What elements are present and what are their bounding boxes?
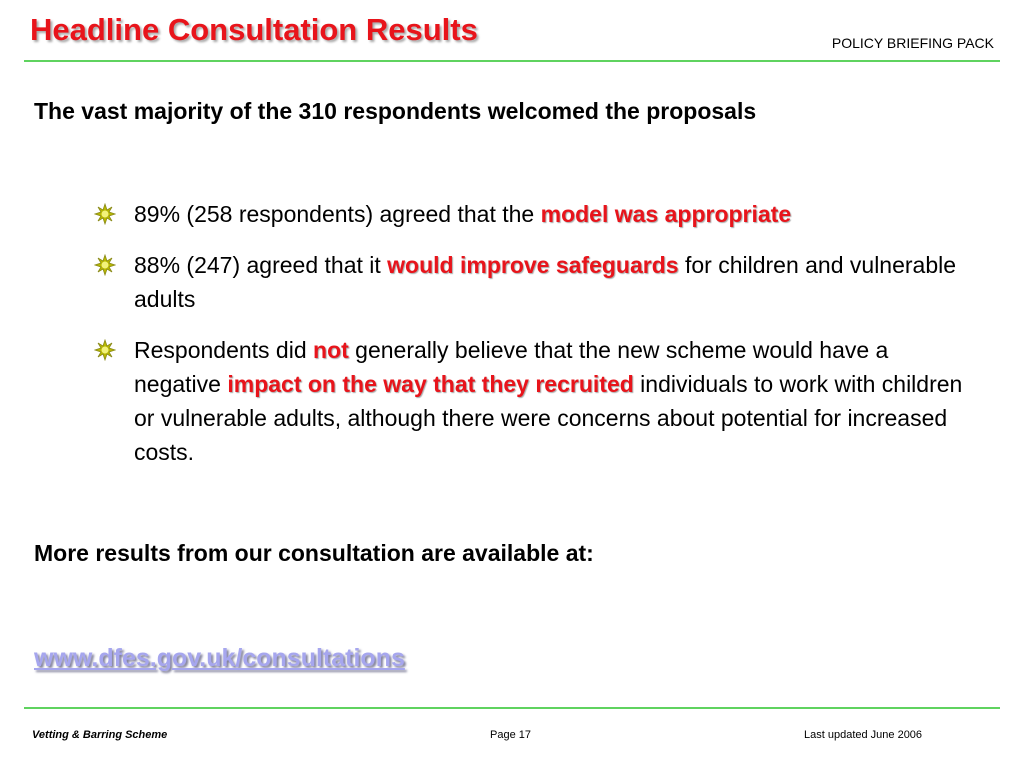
bullet-text: individuals to work with children or vulnerable adults, although there were concerns about potential for increased costs. (134, 371, 963, 465)
bullet-item-2 (94, 248, 974, 316)
starburst-bullet-icon (94, 254, 116, 276)
consultations-link[interactable]: www.dfes.gov.uk/consultations (34, 644, 405, 672)
bullet-item-1 (94, 197, 974, 231)
bullet-text: 89% (258 respondents) agreed that the (134, 201, 541, 227)
footer-divider (24, 707, 1000, 709)
highlight-text: would improve safeguards (387, 252, 679, 278)
bullet-text: for children and vulnerable adults (134, 252, 957, 312)
lead-statement: The vast majority of the 310 respondents welcomed the proposals (34, 98, 757, 124)
results-list (94, 197, 974, 486)
footer-scheme-name: Vetting & Barring Scheme (32, 729, 168, 741)
footer-last-updated: Last updated June 2006 (804, 729, 923, 741)
header-divider (24, 60, 1000, 62)
bullet-item-3 (94, 333, 974, 469)
more-results-label: More results from our consultation are available at: (34, 540, 594, 566)
highlight-text: impact on the way that they recruited (227, 371, 634, 397)
footer-page-number: Page 17 (490, 729, 531, 741)
bullet-text: 88% (247) agreed that it (134, 252, 388, 278)
briefing-pack-label: POLICY BRIEFING PACK (831, 35, 994, 51)
bullet-text: generally believe that the new scheme would have a negative (134, 337, 889, 397)
slide-title: Headline Consultation Results (30, 12, 478, 47)
highlight-text: not (313, 337, 349, 363)
highlight-text: model was appropriate (540, 201, 792, 227)
starburst-bullet-icon (94, 203, 116, 225)
bullet-text: Respondents did (134, 337, 314, 363)
starburst-bullet-icon (94, 339, 116, 361)
